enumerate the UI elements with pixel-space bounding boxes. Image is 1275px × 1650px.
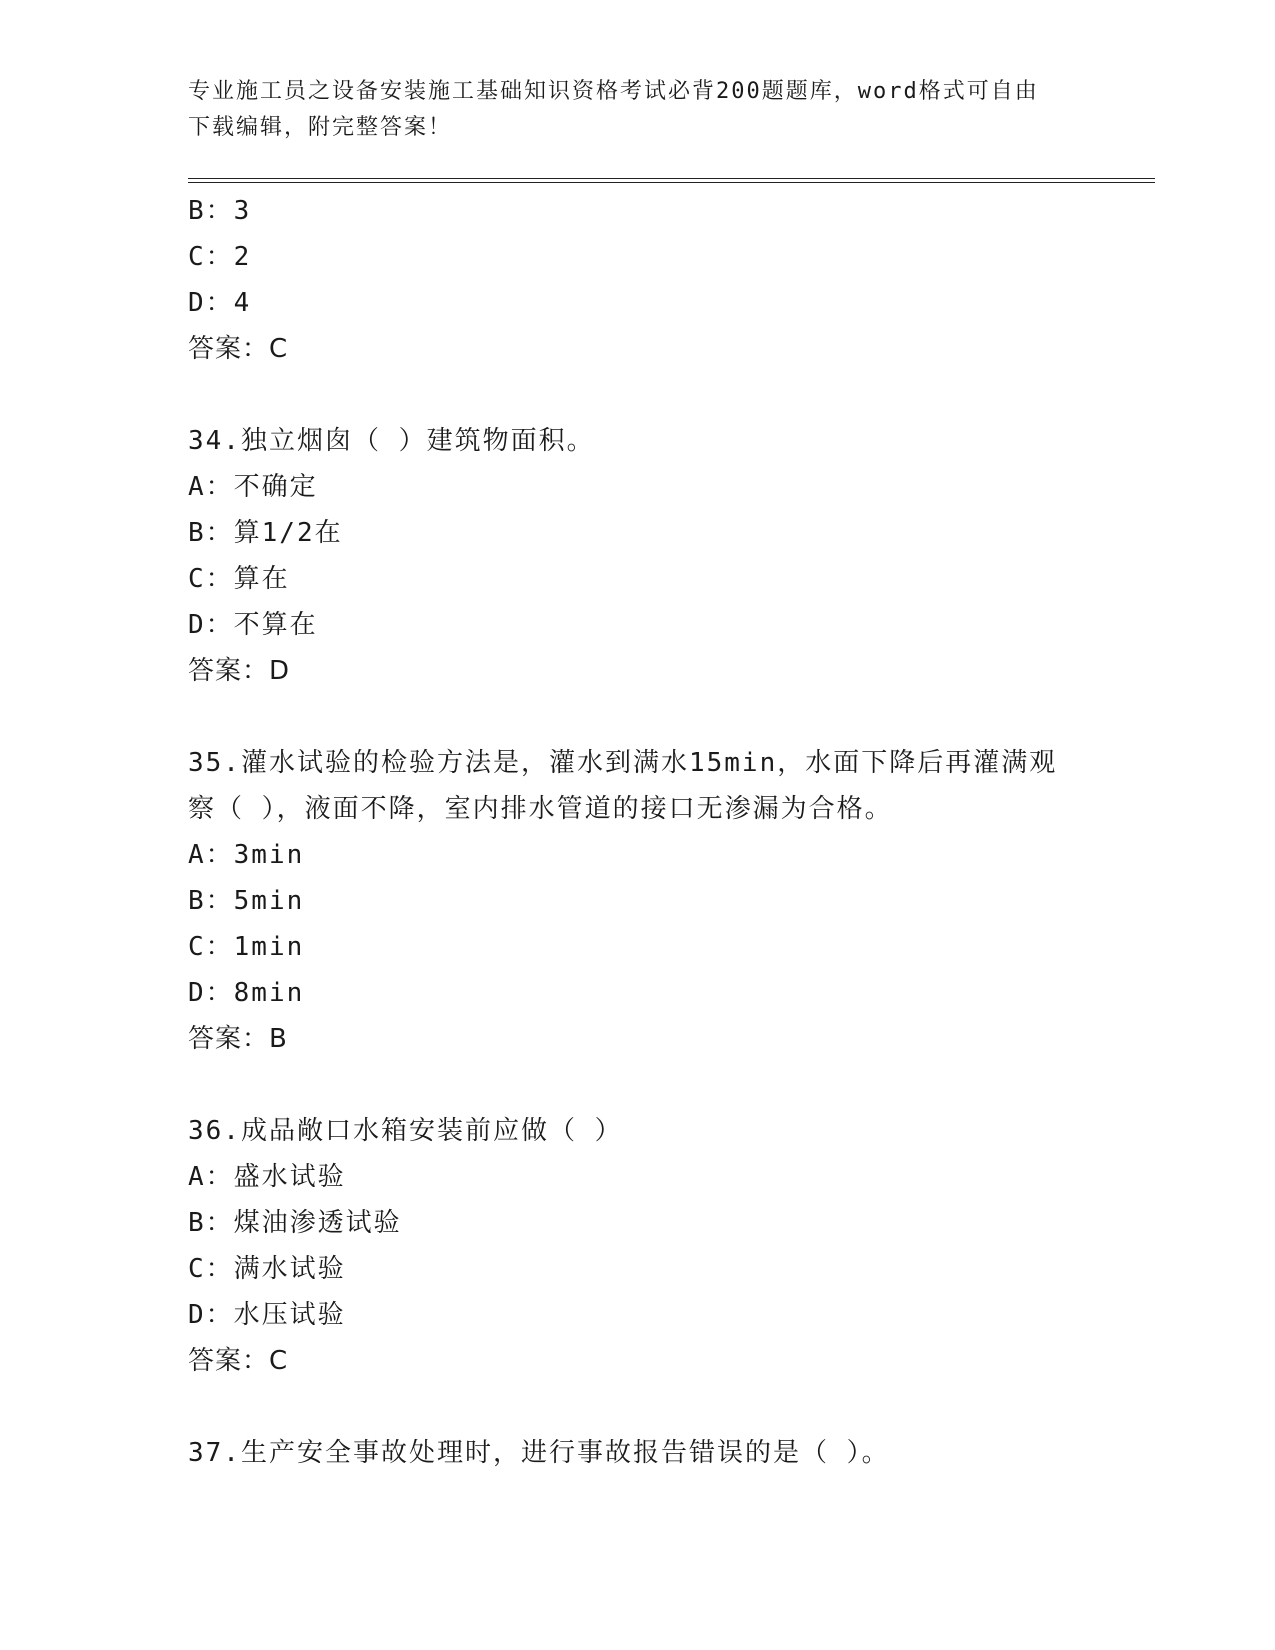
option-b: B：5min: [188, 886, 305, 916]
document-header: [188, 74, 1088, 146]
option-b: B：煤油渗透试验: [188, 1208, 402, 1238]
option-b: B：3: [188, 196, 252, 226]
question-34-text: 34.独立烟囱（ ）建筑物面积。: [188, 426, 595, 456]
header-divider: [188, 182, 1155, 183]
option-d: D：水压试验: [188, 1300, 346, 1330]
question-36-text: 36.成品敞口水箱安装前应做（ ）: [188, 1116, 623, 1146]
option-c: C：满水试验: [188, 1254, 346, 1284]
option-a: A：3min: [188, 840, 305, 870]
header-divider: [188, 178, 1155, 179]
option-c: C：1min: [188, 932, 305, 962]
option-d: D：4: [188, 288, 252, 318]
question-37-text: 37.生产安全事故处理时，进行事故报告错误的是（ ）。: [188, 1438, 890, 1468]
option-c: C：算在: [188, 564, 290, 594]
option-a: A：不确定: [188, 472, 318, 502]
answer: 答案：B: [188, 1024, 288, 1054]
option-c: C：2: [188, 242, 252, 272]
option-a: A：盛水试验: [188, 1162, 346, 1192]
answer: 答案：C: [188, 1346, 289, 1376]
answer: 答案：D: [188, 656, 291, 686]
header-line-2: 下载编辑，附完整答案！: [188, 115, 453, 140]
option-b: B：算1/2在: [188, 518, 343, 548]
option-d: D：不算在: [188, 610, 318, 640]
option-d: D：8min: [188, 978, 305, 1008]
header-line-1: 专业施工员之设备安装施工基础知识资格考试必背200题题库，word格式可自由: [188, 79, 1039, 104]
question-list: [188, 188, 1088, 1476]
answer: 答案：C: [188, 334, 289, 364]
question-35-text: 35.灌水试验的检验方法是，灌水到满水15min，水面下降后再灌满观: [188, 748, 1058, 778]
question-35-text-cont: 察（ ），液面不降，室内排水管道的接口无渗漏为合格。: [188, 794, 893, 824]
